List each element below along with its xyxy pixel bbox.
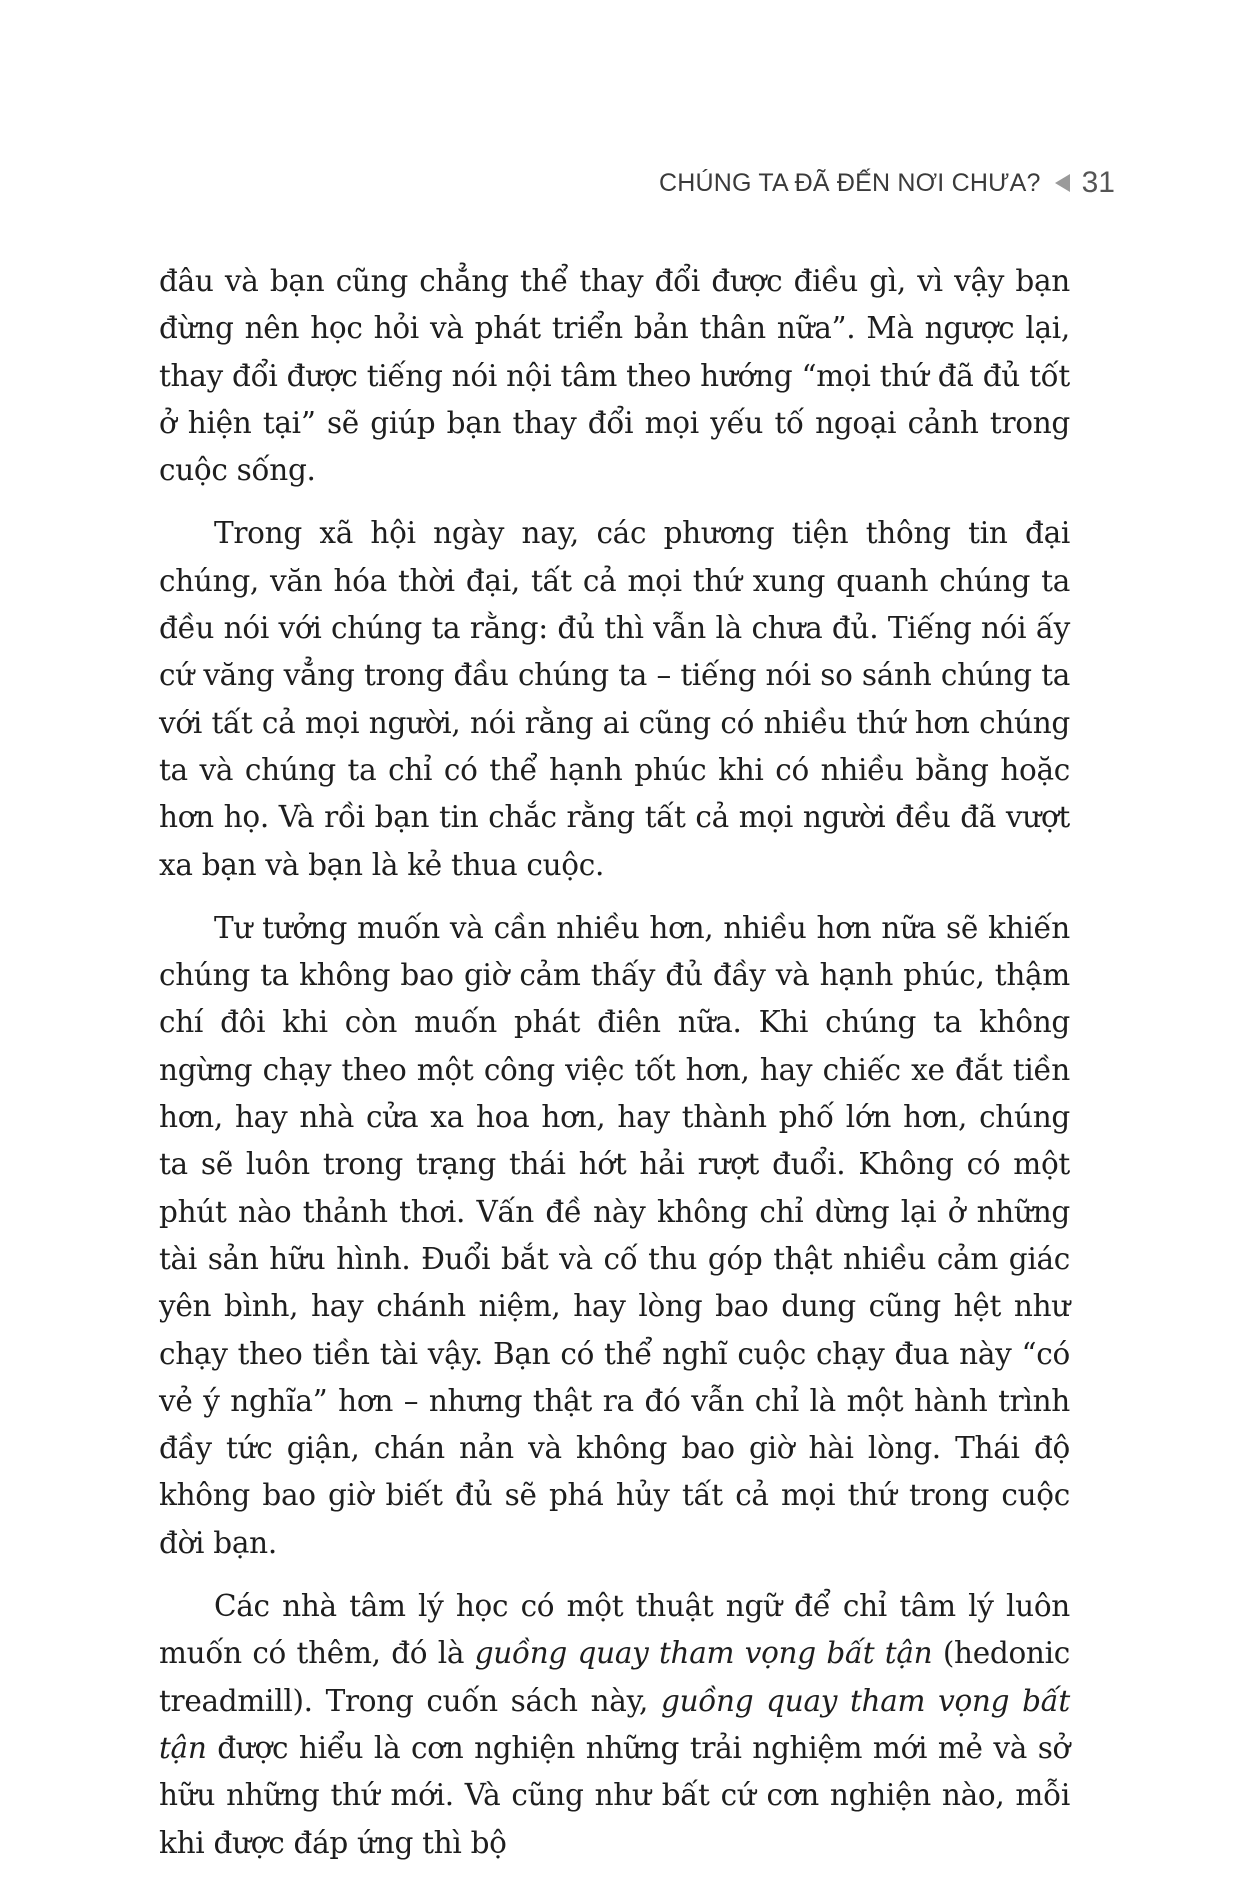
chapter-title: CHÚNG TA ĐÃ ĐẾN NƠI CHƯA? xyxy=(658,168,1041,197)
paragraph-3: Tư tưởng muốn và cần nhiều hơn, nhiều hơn nữa sẽ khiến chúng ta không bao giờ cảm thấy đủ đầy và hạnh phúc, thậm chí đôi khi còn muốn phát điên nữa. Khi chúng ta không ngừng chạy theo một công việc tốt hơn, hay chiếc xe đắt tiền hơn, hay nhà cửa xa hoa hơn, hay thành phố lớn hơn, chúng ta sẽ luôn trong trạng thái hớt hải rượt đuổi. Không có một phút nào thảnh thơi. Vấn đề này không chỉ dừng lại ở những tài sản hữu hình. Đuổi bắt và cố thu góp thật nhiều cảm giác yên bình, hay chánh niệm, hay lòng bao dung cũng hệt như chạy theo tiền tài vậy. Bạn có thể nghĩ cuộc chạy đua này “có vẻ ý nghĩa” hơn – nhưng thật ra đó vẫn chỉ là một hành trình đầy tức giận, chán nản và không bao giờ hài lòng. Thái độ không bao giờ biết đủ sẽ phá hủy tất cả mọi thứ trong cuộc đời bạn. xyxy=(159,910,1070,1560)
paragraph-2: Trong xã hội ngày nay, các phương tiện thông tin đại chúng, văn hóa thời đại, tất cả mọi thứ xung quanh chúng ta đều nói với chúng ta rằng: đủ thì vẫn là chưa đủ. Tiếng nói ấy cứ văng vẳng trong đầu chúng ta – tiếng nói so sánh chúng ta với tất cả mọi người, nói rằng ai cũng có nhiều thứ hơn chúng ta và chúng ta chỉ có thể hạnh phúc khi có nhiều bằng hoặc hơn họ. Và rồi bạn tin chắc rằng tất cả mọi người đều đã vượt xa bạn và bạn là kẻ thua cuộc. xyxy=(159,516,1070,882)
italic-term-1: guồng quay tham vọng bất tận xyxy=(474,1636,933,1671)
running-header xyxy=(659,166,1115,200)
triangle-marker-icon xyxy=(1055,174,1070,192)
page-number: 31 xyxy=(1081,166,1115,199)
body-text xyxy=(159,258,1070,1883)
paragraph-4-text-1: Các nhà tâm lý học có một thuật ngữ để chỉ tâm lý luôn muốn có thêm, đó là xyxy=(159,1589,1070,1671)
italic-term-2: guồng quay tham vọng bất tận xyxy=(159,1683,1070,1765)
paragraph-1: đâu và bạn cũng chẳng thể thay đổi được điều gì, vì vậy bạn đừng nên học hỏi và phát triển bản thân nữa”. Mà ngược lại, thay đổi được tiếng nói nội tâm theo hướng “mọi thứ đã đủ tốt ở hiện tại” sẽ giúp bạn thay đổi mọi yếu tố ngoại cảnh trong cuộc sống. xyxy=(159,264,1070,488)
paragraph-4 xyxy=(159,1583,1070,1867)
paragraph-4-text-2: (hedonic treadmill). Trong cuốn sách này, xyxy=(159,1636,1070,1718)
paragraph-4-text-3: được hiểu là cơn nghiện những trải nghiệm mới mẻ và sở hữu những thứ mới. Và cũng như bất cứ cơn nghiện nào, mỗi khi được đáp ứng thì bộ xyxy=(159,1730,1070,1860)
